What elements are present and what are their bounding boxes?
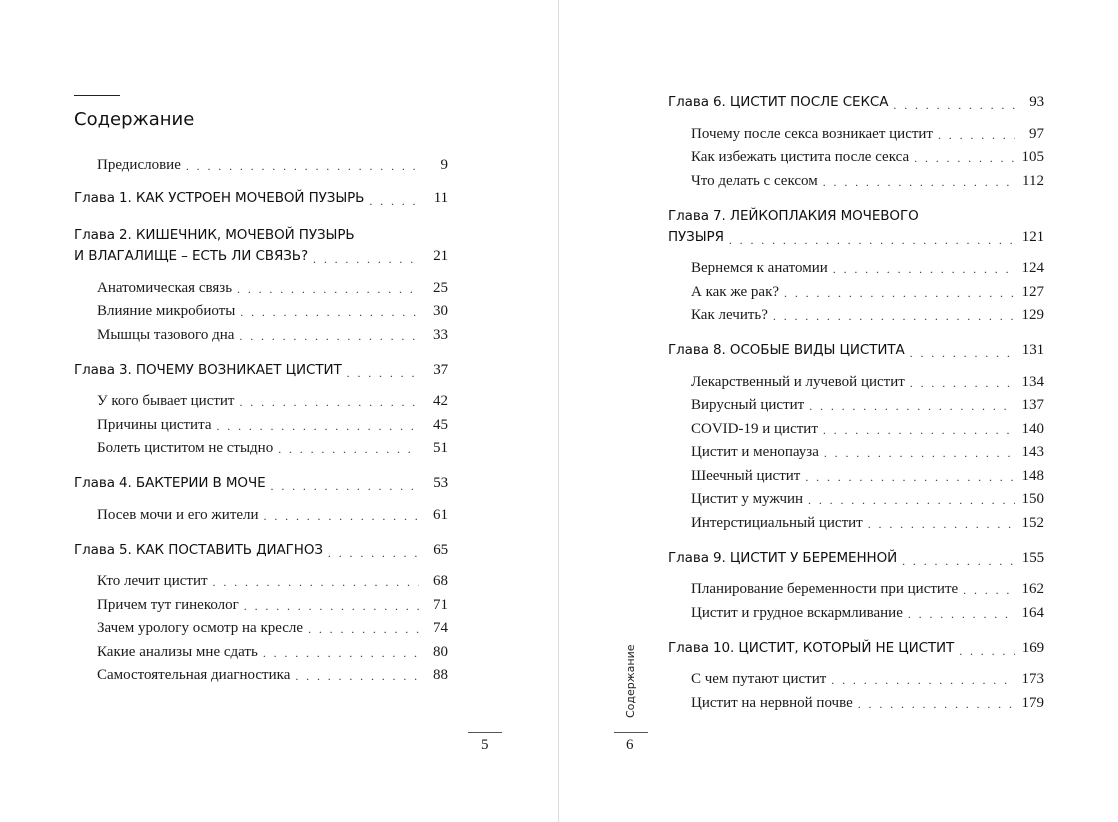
chapter-heading <box>74 360 448 381</box>
dot-leader <box>264 508 419 524</box>
section-title: Зачем урологу осмотр на кресле <box>97 620 304 636</box>
page-number: 143 <box>1021 444 1044 460</box>
dot-leader <box>963 582 1015 598</box>
dot-leader <box>959 643 1015 659</box>
page-number: 53 <box>433 475 448 491</box>
page-number: 155 <box>1021 549 1044 566</box>
section-title: Анатомическая связь <box>97 279 233 296</box>
dot-leader <box>910 345 1015 361</box>
toc-right-column <box>668 92 1044 712</box>
page-number: 9 <box>440 157 448 173</box>
dot-leader <box>858 696 1015 712</box>
dot-leader <box>216 418 419 434</box>
chapter-title: Глава 4. БАКТЕРИИ В МОЧЕ <box>74 475 266 491</box>
section-entry[interactable] <box>691 508 1044 532</box>
intro-list <box>97 152 448 174</box>
dot-leader <box>369 193 419 209</box>
chapter-entry[interactable] <box>74 188 448 209</box>
section-entry[interactable] <box>97 637 448 661</box>
toc-chapter <box>668 340 1044 532</box>
dot-leader <box>313 251 419 267</box>
dot-leader <box>186 158 419 174</box>
page-number: 45 <box>433 416 448 433</box>
toc-title: Содержание <box>74 109 195 130</box>
page-number: 137 <box>1021 397 1044 413</box>
dot-leader <box>271 478 419 494</box>
dot-leader <box>824 445 1015 461</box>
section-title: Интерстициальный цистит <box>691 514 863 531</box>
chapter-title: Глава 10. ЦИСТИТ, КОТОРЫЙ НЕ ЦИСТИТ <box>668 639 955 656</box>
page-number: 164 <box>1021 604 1044 621</box>
chapter-title: Глава 8. ОСОБЫЕ ВИДЫ ЦИСТИТА <box>668 342 905 358</box>
dot-leader <box>263 645 419 661</box>
section-entry[interactable] <box>691 166 1044 190</box>
toc-chapter <box>74 188 448 209</box>
section-entry[interactable] <box>691 485 1044 509</box>
page-number: 127 <box>1021 283 1044 300</box>
section-list <box>691 665 1044 712</box>
running-head: Содержание <box>624 644 637 718</box>
page-number: 30 <box>433 303 448 319</box>
section-title: Посев мочи и его жители <box>97 506 259 523</box>
section-title: Планирование беременности при цистите <box>691 581 959 597</box>
dot-leader <box>347 365 419 381</box>
chapter-entry[interactable] <box>74 540 448 561</box>
dot-leader <box>237 281 419 297</box>
chapter-heading <box>74 188 448 209</box>
chapter-entry[interactable] <box>668 227 1044 248</box>
right-chapter-list <box>668 92 1044 712</box>
section-entry[interactable] <box>691 438 1044 462</box>
section-entry[interactable] <box>97 387 448 411</box>
section-title: Вернемся к анатомии <box>691 260 828 276</box>
section-title: Причины цистита <box>97 416 212 433</box>
dot-leader <box>808 492 1015 508</box>
section-title: Цистит на нервной почве <box>691 694 853 711</box>
section-entry[interactable] <box>691 119 1044 143</box>
section-list <box>691 254 1044 325</box>
left-chapter-list <box>74 188 448 684</box>
section-title: А как же рак? <box>691 283 780 300</box>
page-number: 51 <box>433 440 448 456</box>
section-title: Как лечить? <box>691 307 768 323</box>
chapter-title: Глава 5. КАК ПОСТАВИТЬ ДИАГНОЗ <box>74 541 323 558</box>
section-list <box>691 367 1044 532</box>
page-number: 11 <box>433 190 448 206</box>
chapter-heading <box>668 638 1044 659</box>
page-number: 42 <box>433 393 448 409</box>
page-number: 173 <box>1021 671 1044 687</box>
dot-leader <box>868 516 1015 532</box>
page-number: 65 <box>433 541 448 558</box>
section-title: Лекарственный и лучевой цистит <box>691 373 905 390</box>
chapter-entry[interactable] <box>74 246 448 267</box>
dot-leader <box>893 97 1015 113</box>
folio-right: 6 <box>626 737 634 753</box>
dot-leader <box>805 469 1015 485</box>
chapter-title-line1: Глава 7. ЛЕЙКОПЛАКИЯ МОЧЕВОГО <box>668 207 919 224</box>
page-number: 33 <box>433 326 448 343</box>
section-list <box>97 273 448 344</box>
section-title: Болеть циститом не стыдно <box>97 440 274 456</box>
chapter-title: Глава 9. ЦИСТИТ У БЕРЕМЕННОЙ <box>668 549 898 566</box>
page-number: 129 <box>1021 307 1044 323</box>
folio-rule-right <box>614 732 648 733</box>
toc-left-column <box>74 152 448 684</box>
section-title: С чем путают цистит <box>691 671 827 687</box>
page-number: 131 <box>1021 342 1044 358</box>
page-number: 93 <box>1029 94 1044 110</box>
page-number: 162 <box>1021 581 1044 597</box>
page-number: 148 <box>1021 467 1044 484</box>
section-entry[interactable] <box>97 434 448 458</box>
dot-leader <box>278 441 419 457</box>
toc-chapter <box>668 548 1044 622</box>
dot-leader <box>308 621 419 637</box>
intro-entry[interactable] <box>97 152 448 174</box>
page-number: 97 <box>1029 125 1044 142</box>
chapter-entry[interactable] <box>668 548 1044 569</box>
dot-leader <box>833 261 1015 277</box>
chapter-heading <box>74 225 448 267</box>
section-title: Что делать с сексом <box>691 172 818 189</box>
section-entry[interactable] <box>97 661 448 685</box>
section-title: Какие анализы мне сдать <box>97 643 258 660</box>
section-title: Самостоятельная диагностика <box>97 667 291 683</box>
chapter-title: Глава 1. КАК УСТРОЕН МОЧЕВОЙ ПУЗЫРЬ <box>74 190 365 206</box>
page-number: 21 <box>433 248 448 264</box>
section-title: Мышцы тазового дна <box>97 326 235 343</box>
dot-leader <box>729 232 1015 248</box>
section-entry[interactable] <box>691 254 1044 278</box>
toc-chapter <box>74 540 448 685</box>
section-entry[interactable] <box>97 297 448 321</box>
page-number: 112 <box>1022 172 1044 189</box>
toc-chapter <box>668 638 1044 712</box>
dot-leader <box>823 422 1015 438</box>
section-entry[interactable] <box>97 410 448 434</box>
page-number: 124 <box>1021 260 1044 276</box>
dot-leader <box>244 598 419 614</box>
section-list <box>691 575 1044 622</box>
chapter-heading <box>74 540 448 561</box>
top-rule <box>74 95 120 96</box>
page-number: 71 <box>433 596 448 613</box>
page-number: 134 <box>1021 373 1044 390</box>
toc-chapter <box>668 92 1044 190</box>
chapter-heading <box>668 92 1044 113</box>
chapter-title-line1: Глава 2. КИШЕЧНИК, МОЧЕВОЙ ПУЗЫРЬ <box>74 227 355 243</box>
page-number: 169 <box>1021 639 1044 656</box>
toc-chapter <box>668 206 1044 325</box>
chapter-heading <box>668 340 1044 361</box>
page-number: 68 <box>433 573 448 589</box>
dot-leader <box>902 553 1015 569</box>
page-number: 25 <box>433 279 448 296</box>
section-title: COVID-19 и цистит <box>691 420 818 437</box>
section-title: Кто лечит цистит <box>97 573 208 589</box>
section-title: Причем тут гинеколог <box>97 596 239 613</box>
section-entry[interactable] <box>691 143 1044 167</box>
section-entry[interactable] <box>97 590 448 614</box>
section-entry[interactable] <box>691 461 1044 485</box>
dot-leader <box>938 127 1015 143</box>
page-number: 105 <box>1021 149 1044 165</box>
page-number: 80 <box>433 643 448 660</box>
dot-leader <box>240 394 420 410</box>
section-entry[interactable] <box>691 598 1044 622</box>
page-number: 74 <box>433 620 448 636</box>
section-entry[interactable] <box>97 320 448 344</box>
dot-leader <box>295 668 419 684</box>
section-list <box>97 500 448 524</box>
section-entry[interactable] <box>691 665 1044 689</box>
page-number: 61 <box>433 506 448 523</box>
chapter-entry[interactable] <box>74 360 448 381</box>
section-entry[interactable] <box>691 575 1044 599</box>
section-list <box>97 567 448 685</box>
section-title: Почему после секса возникает цистит <box>691 125 933 142</box>
folio-left: 5 <box>481 737 489 753</box>
page-number: 150 <box>1021 491 1044 507</box>
chapter-entry[interactable] <box>668 92 1044 113</box>
dot-leader <box>914 150 1015 166</box>
section-list <box>97 387 448 458</box>
chapter-title: ПУЗЫРЯ <box>668 228 724 245</box>
section-entry[interactable] <box>691 414 1044 438</box>
dot-leader <box>831 672 1015 688</box>
page-number: 37 <box>433 361 448 378</box>
chapter-entry[interactable] <box>74 473 448 494</box>
section-entry[interactable] <box>691 367 1044 391</box>
intro-title: Предисловие <box>97 157 181 173</box>
section-title: Цистит и грудное вскармливание <box>691 604 903 621</box>
section-list <box>691 119 1044 190</box>
chapter-title: Глава 3. ПОЧЕМУ ВОЗНИКАЕТ ЦИСТИТ <box>74 361 342 378</box>
page-number: 121 <box>1021 228 1044 245</box>
section-title: Шеечный цистит <box>691 467 801 484</box>
page-number: 179 <box>1021 694 1044 711</box>
dot-leader <box>784 285 1015 301</box>
folio-rule-left <box>468 732 502 733</box>
dot-leader <box>240 304 419 320</box>
section-entry[interactable] <box>97 614 448 638</box>
toc-chapter <box>74 473 448 524</box>
section-title: Цистит у мужчин <box>691 491 804 507</box>
chapter-title: Глава 6. ЦИСТИТ ПОСЛЕ СЕКСА <box>668 94 889 110</box>
section-entry[interactable] <box>691 391 1044 415</box>
toc-chapter <box>74 360 448 458</box>
section-entry[interactable] <box>97 500 448 524</box>
section-title: Цистит и менопауза <box>691 444 819 460</box>
section-entry[interactable] <box>97 567 448 591</box>
dot-leader <box>823 174 1015 190</box>
chapter-heading <box>74 473 448 494</box>
section-title: Влияние микробиоты <box>97 303 236 319</box>
section-entry[interactable] <box>97 273 448 297</box>
chapter-title: И ВЛАГАЛИЩЕ – ЕСТЬ ЛИ СВЯЗЬ? <box>74 248 309 264</box>
dot-leader <box>910 375 1015 391</box>
chapter-entry[interactable] <box>668 638 1044 659</box>
dot-leader <box>908 606 1015 622</box>
page-number: 152 <box>1021 514 1044 531</box>
section-title: У кого бывает цистит <box>97 393 235 409</box>
dot-leader <box>239 328 419 344</box>
section-entry[interactable] <box>691 301 1044 325</box>
dot-leader <box>328 545 419 561</box>
toc-chapter <box>74 225 448 344</box>
dot-leader <box>809 398 1015 414</box>
section-title: Как избежать цистита после секса <box>691 149 910 165</box>
chapter-entry[interactable] <box>668 340 1044 361</box>
section-entry[interactable] <box>691 688 1044 712</box>
dot-leader <box>213 574 419 590</box>
page-number: 88 <box>433 667 448 683</box>
page-number: 140 <box>1021 420 1044 437</box>
section-entry[interactable] <box>691 277 1044 301</box>
dot-leader <box>773 308 1015 324</box>
chapter-heading <box>668 206 1044 248</box>
chapter-heading <box>668 548 1044 569</box>
section-title: Вирусный цистит <box>691 397 805 413</box>
